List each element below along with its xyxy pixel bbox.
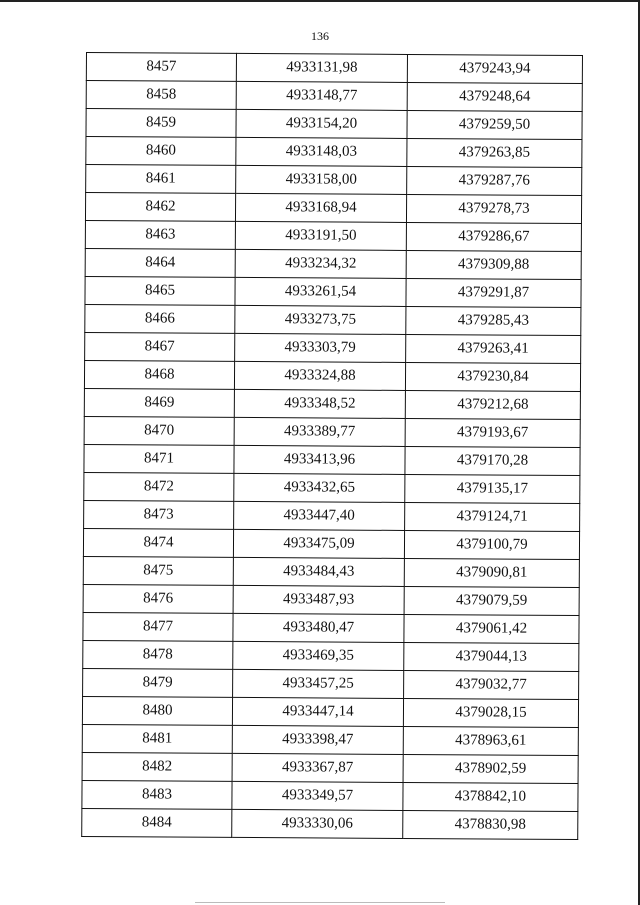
y-coordinate-cell: 4379124,71 [405,502,580,531]
y-coordinate-cell: 4378963,61 [403,726,578,755]
x-coordinate-cell: 4933447,14 [232,697,403,726]
y-coordinate-cell: 4379135,17 [405,474,580,503]
table-row [82,780,578,811]
table-row [85,304,581,335]
table-row [85,332,581,363]
y-coordinate-cell: 4379230,84 [405,362,580,391]
page-border-top [0,0,640,2]
table-row [82,724,578,755]
point-number-cell: 8474 [83,528,233,557]
table-row [83,668,579,699]
point-number-cell: 8462 [85,193,235,222]
x-coordinate-cell: 4933487,93 [233,585,404,614]
coordinates-table-wrapper [81,52,583,840]
x-coordinate-cell: 4933131,98 [236,53,407,82]
point-number-cell: 8471 [84,444,234,473]
y-coordinate-cell: 4379291,87 [406,278,581,307]
point-number-cell: 8476 [83,584,233,613]
x-coordinate-cell: 4933349,57 [232,781,403,810]
table-row [86,53,582,84]
x-coordinate-cell: 4933330,06 [232,809,403,838]
y-coordinate-cell: 4379028,15 [403,698,578,727]
x-coordinate-cell: 4933273,75 [235,305,406,334]
table-row [83,584,579,615]
y-coordinate-cell: 4379079,59 [404,586,579,615]
point-number-cell: 8463 [85,220,235,249]
x-coordinate-cell: 4933367,87 [232,753,403,782]
point-number-cell: 8461 [86,165,236,194]
point-number-cell: 8480 [82,696,232,725]
x-coordinate-cell: 4933191,50 [235,221,406,250]
y-coordinate-cell: 4379263,85 [407,138,582,167]
point-number-cell: 8467 [85,332,235,361]
y-coordinate-cell: 4379243,94 [407,54,582,83]
y-coordinate-cell: 4379212,68 [405,390,580,419]
y-coordinate-cell: 4379090,81 [404,558,579,587]
y-coordinate-cell: 4379309,88 [406,250,581,279]
table-row [83,612,579,643]
table-row [85,193,581,224]
table-row [84,360,580,391]
table-row [85,276,581,307]
table-row [84,444,580,475]
table-row [84,472,580,503]
x-coordinate-cell: 4933413,96 [234,445,405,474]
table-row [85,220,581,251]
y-coordinate-cell: 4379287,76 [407,166,582,195]
table-row [83,640,579,671]
point-number-cell: 8482 [82,752,232,781]
point-number-cell: 8457 [86,53,236,82]
y-coordinate-cell: 4379259,50 [407,110,582,139]
x-coordinate-cell: 4933457,25 [233,669,404,698]
y-coordinate-cell: 4379278,73 [406,194,581,223]
y-coordinate-cell: 4378842,10 [403,782,578,811]
x-coordinate-cell: 4933154,20 [236,109,407,138]
x-coordinate-cell: 4933475,09 [233,529,404,558]
x-coordinate-cell: 4933148,77 [236,81,407,110]
x-coordinate-cell: 4933158,00 [236,165,407,194]
point-number-cell: 8475 [83,556,233,585]
table-row [84,500,580,531]
point-number-cell: 8458 [86,81,236,110]
x-coordinate-cell: 4933303,79 [235,333,406,362]
x-coordinate-cell: 4933484,43 [233,557,404,586]
point-number-cell: 8460 [86,137,236,166]
point-number-cell: 8464 [85,248,235,277]
y-coordinate-cell: 4378902,59 [403,754,578,783]
table-row [82,752,578,783]
point-number-cell: 8477 [83,612,233,641]
y-coordinate-cell: 4379170,28 [405,446,580,475]
point-number-cell: 8481 [82,724,232,753]
table-row [83,556,579,587]
point-number-cell: 8484 [82,808,232,837]
point-number-cell: 8473 [84,500,234,529]
y-coordinate-cell: 4379061,42 [404,614,579,643]
point-number-cell: 8468 [84,360,234,389]
y-coordinate-cell: 4379285,43 [406,306,581,335]
y-coordinate-cell: 4379248,64 [407,82,582,111]
table-row [84,388,580,419]
page-number: 136 [311,29,329,43]
table-row [86,137,582,168]
table-row [82,808,578,839]
point-number-cell: 8470 [84,416,234,445]
point-number-cell: 8466 [85,304,235,333]
x-coordinate-cell: 4933324,88 [234,361,405,390]
table-row [85,248,581,279]
point-number-cell: 8465 [85,276,235,305]
x-coordinate-cell: 4933261,54 [235,277,406,306]
x-coordinate-cell: 4933389,77 [234,417,405,446]
y-coordinate-cell: 4379193,67 [405,418,580,447]
footer-rule [195,902,445,903]
y-coordinate-cell: 4379032,77 [404,670,579,699]
point-number-cell: 8459 [86,109,236,138]
x-coordinate-cell: 4933348,52 [234,389,405,418]
point-number-cell: 8479 [83,668,233,697]
x-coordinate-cell: 4933480,47 [233,613,404,642]
y-coordinate-cell: 4379286,67 [406,222,581,251]
x-coordinate-cell: 4933469,35 [233,641,404,670]
point-number-cell: 8469 [84,388,234,417]
coordinates-table-body [82,53,583,840]
x-coordinate-cell: 4933432,65 [234,473,405,502]
table-row [86,109,582,140]
point-number-cell: 8483 [82,780,232,809]
point-number-cell: 8478 [83,640,233,669]
y-coordinate-cell: 4379100,79 [404,530,579,559]
x-coordinate-cell: 4933148,03 [236,137,407,166]
x-coordinate-cell: 4933168,94 [235,193,406,222]
table-row [84,416,580,447]
x-coordinate-cell: 4933234,32 [235,249,406,278]
coordinates-table [81,52,583,840]
table-row [86,81,582,112]
table-row [82,696,578,727]
table-row [83,528,579,559]
point-number-cell: 8472 [84,472,234,501]
y-coordinate-cell: 4379044,13 [404,642,579,671]
x-coordinate-cell: 4933447,40 [234,501,405,530]
x-coordinate-cell: 4933398,47 [232,725,403,754]
y-coordinate-cell: 4378830,98 [403,810,578,839]
y-coordinate-cell: 4379263,41 [406,334,581,363]
table-row [86,165,582,196]
